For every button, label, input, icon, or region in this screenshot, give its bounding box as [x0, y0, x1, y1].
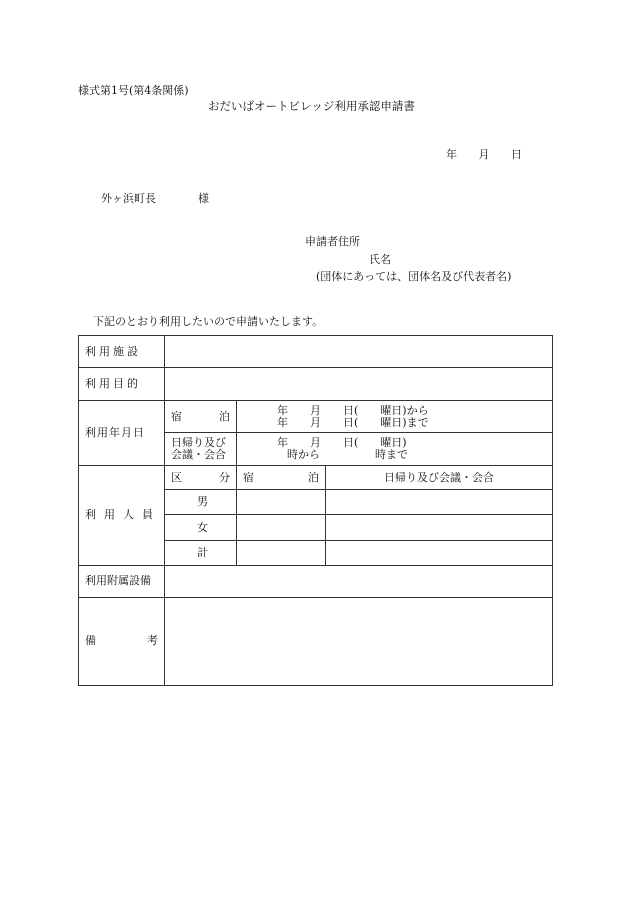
application-table: [78, 335, 553, 686]
stay-label-cell: [165, 401, 237, 433]
stay-dates-field[interactable]: [237, 401, 553, 433]
table-row-stay: [79, 401, 553, 433]
table-row-remarks: [79, 597, 553, 685]
equipment-label: 利用附属設備: [79, 565, 165, 597]
row-female-label: 女: [165, 515, 237, 540]
header-daytrip: 日帰り及び会議・会合: [326, 466, 553, 490]
row-total-label: 計: [165, 540, 237, 565]
category-char-1: 区: [171, 470, 182, 484]
header-stay: [237, 472, 325, 484]
table-row-purpose: [79, 368, 553, 401]
remarks-label: [79, 635, 164, 647]
total-daytrip-field[interactable]: [326, 540, 553, 565]
daytrip-label-line1: 日帰り及び: [171, 436, 226, 450]
stay-date-to: 年 月 日( 曜日)まで: [277, 415, 429, 429]
facility-field[interactable]: [165, 336, 553, 368]
male-daytrip-field[interactable]: [326, 490, 553, 515]
daytrip-label-cell: [165, 433, 237, 466]
document-title: おだいばオートビレッジ利用承認申請書: [208, 99, 415, 113]
daytrip-date: 年 月 日( 曜日): [277, 436, 407, 450]
stay-char-1: 宿: [171, 409, 182, 423]
date-label: 利用年月日: [79, 401, 165, 466]
daytrip-time: 時から 時まで: [287, 448, 408, 462]
female-stay-field[interactable]: [237, 515, 326, 540]
remarks-char-1: 備: [85, 634, 96, 648]
table-row-equipment: [79, 565, 553, 597]
stay-char-2: 泊: [219, 409, 230, 423]
remarks-label-cell: [79, 597, 165, 685]
header-category: [165, 472, 236, 484]
users-label: 利用人員: [79, 466, 165, 565]
row-male-label: 男: [165, 490, 237, 515]
table-row-users-header: [79, 466, 553, 490]
addressee-name: 外ヶ浜町長: [101, 192, 156, 205]
date-year: 年: [446, 148, 457, 161]
header-category-cell: [165, 466, 237, 490]
equipment-field[interactable]: [165, 565, 553, 597]
purpose-field[interactable]: [165, 368, 553, 401]
purpose-label: 利用目的: [79, 368, 165, 401]
addressee: [101, 190, 209, 206]
header-stay-char-2: 泊: [308, 470, 319, 484]
addressee-honorific: 様: [198, 192, 209, 205]
header-stay-char-1: 宿: [243, 470, 254, 484]
header-stay-cell: [237, 466, 326, 490]
total-stay-field[interactable]: [237, 540, 326, 565]
remarks-char-2: 考: [147, 634, 158, 648]
form-number: 様式第1号(第4条関係): [78, 84, 189, 97]
daytrip-label-line2: 会議・会合: [171, 448, 226, 462]
stay-date-from: 年 月 日( 曜日)から: [277, 403, 429, 417]
lead-text: 下記のとおり利用したいので申請いたします。: [93, 315, 324, 328]
daytrip-dates-field[interactable]: [237, 433, 553, 466]
facility-label: 利用施設: [79, 336, 165, 368]
applicant-note: (団体にあっては、団体名及び代表者名): [316, 270, 512, 283]
table-row-facility: [79, 336, 553, 368]
applicant-name-label: 氏名: [369, 253, 391, 266]
applicant-address-label: 申請者住所: [305, 235, 360, 248]
date-day: 日: [511, 148, 522, 161]
male-stay-field[interactable]: [237, 490, 326, 515]
category-char-2: 分: [219, 470, 230, 484]
date-month: 月: [478, 148, 490, 161]
female-daytrip-field[interactable]: [326, 515, 553, 540]
remarks-field[interactable]: [165, 597, 553, 685]
stay-label: [165, 411, 236, 423]
date-line: [446, 146, 522, 162]
